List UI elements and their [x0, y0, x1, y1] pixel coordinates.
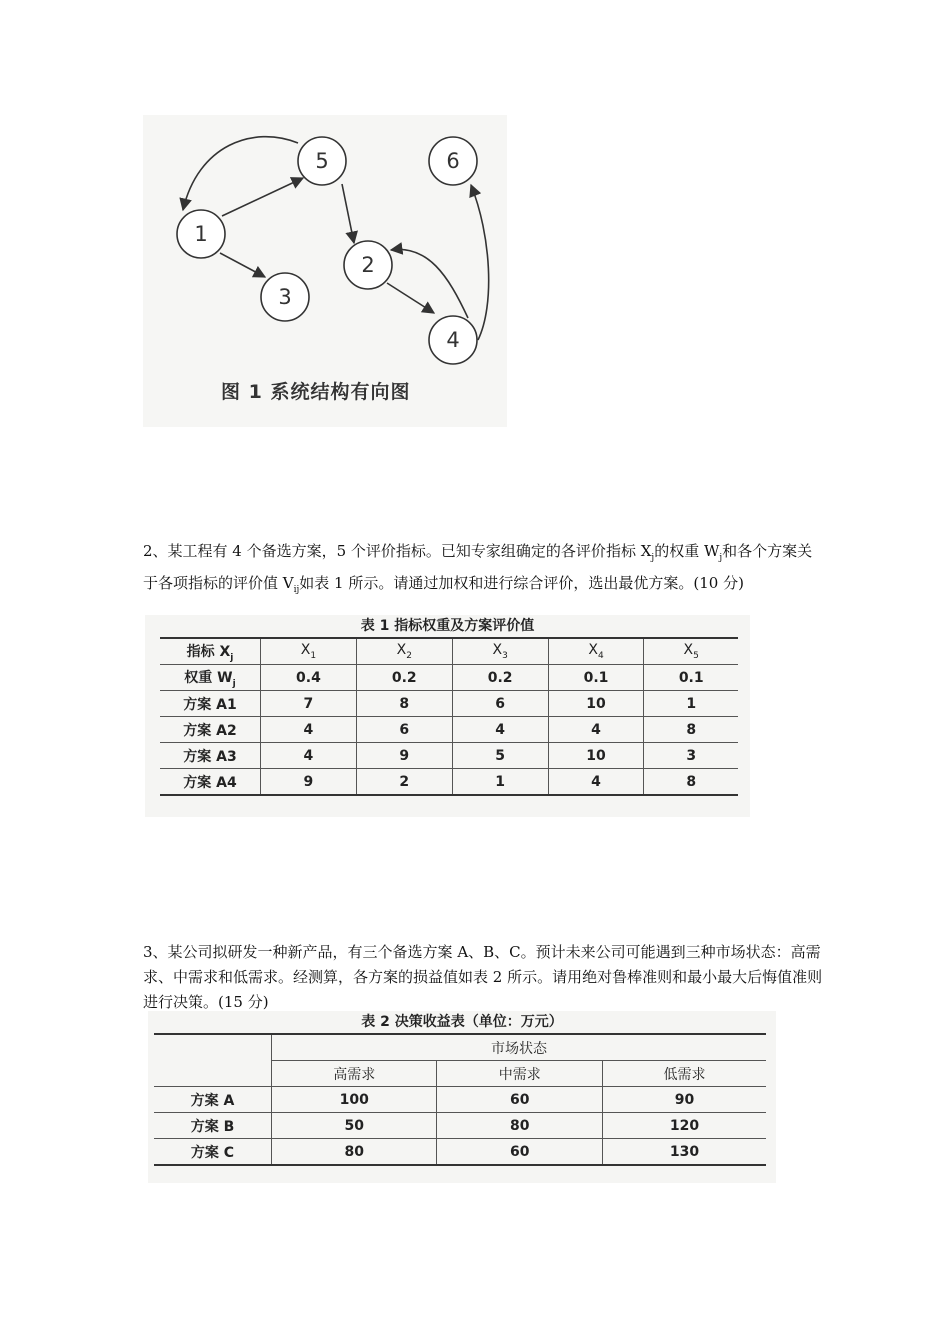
table-cell: 4	[261, 743, 357, 769]
table-cell: 0.2	[356, 665, 452, 691]
node-label: 4	[446, 328, 460, 352]
header-col: 低需求	[602, 1061, 766, 1087]
graph-node-5	[298, 137, 346, 185]
stub-header	[154, 1061, 272, 1087]
table-row	[160, 691, 738, 717]
q2-subscript: j	[719, 553, 723, 563]
header-col: 中需求	[437, 1061, 602, 1087]
q2-part: 如表 1 所示。请通过加权和进行综合评价，选出最优方案。(10 分)	[299, 574, 744, 592]
question-3-text: 3、某公司拟研发一种新产品，有三个备选方案 A、B、C。预计未来公司可能遇到三种市场状态：高需求、中需求和低需求。经测算，各方案的损益值如表 2 所示。请用绝对鲁棒准则和最小最大后悔值准则进行决策。(15 分)	[143, 943, 823, 1011]
graph-node-4	[429, 316, 477, 364]
table-cell: 5	[452, 743, 548, 769]
row-label: 方案 A3	[160, 743, 261, 769]
table-cell: 8	[644, 769, 738, 796]
row-label	[160, 665, 261, 691]
table-1-panel	[145, 615, 750, 817]
table-cell: 7	[261, 691, 357, 717]
table-cell: 1	[452, 769, 548, 796]
row-label: 方案 B	[154, 1113, 272, 1139]
q2-part: 的权重 W	[654, 542, 720, 560]
col-sub: 3	[502, 650, 508, 661]
table-row	[160, 769, 738, 796]
col-base: X	[683, 642, 694, 659]
edge-1-to-3	[220, 253, 265, 277]
table-cell: 50	[272, 1113, 437, 1139]
node-label: 6	[446, 149, 460, 173]
col-base: X	[492, 642, 503, 659]
col-base: X	[300, 642, 311, 659]
table-cell: 9	[261, 769, 357, 796]
edge-1-to-5	[222, 178, 303, 216]
header-label	[160, 638, 261, 665]
table-cell: 6	[452, 691, 548, 717]
graph-node-1	[177, 210, 225, 258]
col-sub: 5	[693, 650, 699, 661]
table-2-title: 表 2 决策收益表（单位：万元）	[361, 1014, 563, 1030]
header-col	[261, 638, 357, 665]
col-sub: 4	[597, 650, 604, 661]
table-cell: 9	[356, 743, 452, 769]
table-group-header-row	[154, 1034, 766, 1061]
q2-subscript: ij	[293, 585, 300, 595]
header-col	[452, 638, 548, 665]
edge-4-to-2	[391, 249, 468, 318]
q2-subscript: j	[651, 553, 655, 563]
col-sub: 1	[310, 650, 317, 661]
group-header: 市场状态	[272, 1034, 767, 1061]
col-sub: 2	[406, 650, 412, 661]
col-base: X	[396, 642, 407, 659]
header-label-text: 指标 X	[186, 643, 231, 660]
table-cell: 4	[548, 769, 644, 796]
table-cell: 90	[602, 1087, 766, 1113]
table-cell: 8	[356, 691, 452, 717]
table-cell: 8	[644, 717, 738, 743]
header-col	[644, 638, 738, 665]
edge-2-to-4	[387, 283, 434, 313]
header-col	[548, 638, 644, 665]
row-label: 方案 A4	[160, 769, 261, 796]
question-2-text	[143, 539, 823, 603]
row-label: 方案 A	[154, 1087, 272, 1113]
table-header-row	[160, 638, 738, 665]
row-label: 方案 A2	[160, 717, 261, 743]
table-row	[160, 717, 738, 743]
table-cell: 0.1	[644, 665, 738, 691]
table-cell: 80	[272, 1139, 437, 1166]
table-cell: 10	[548, 743, 644, 769]
table-row	[160, 743, 738, 769]
table-cell: 4	[452, 717, 548, 743]
table-2-panel	[148, 1011, 776, 1183]
table-cell: 100	[272, 1087, 437, 1113]
table-cell: 60	[437, 1139, 602, 1166]
header-label-sub: j	[230, 652, 234, 663]
table-cell: 120	[602, 1113, 766, 1139]
row-label: 方案 A1	[160, 691, 261, 717]
row-label: 方案 C	[154, 1139, 272, 1166]
graph-node-3	[261, 273, 309, 321]
graph-node-6	[429, 137, 477, 185]
table-1-title: 表 1 指标权重及方案评价值	[360, 618, 535, 634]
node-label: 3	[278, 285, 292, 309]
row-label-sub: j	[232, 678, 236, 689]
q2-part: 2、某工程有 4 个备选方案，5 个评价指标。已知专家组确定的各评价指标 X	[143, 542, 652, 560]
q2-part: 和各个方案关于各项指标的评价值 V	[143, 542, 813, 592]
node-label: 5	[315, 149, 329, 173]
stub-header	[154, 1034, 272, 1061]
table-cell: 10	[548, 691, 644, 717]
table-cell: 3	[644, 743, 738, 769]
weight-row	[160, 665, 738, 691]
table-cell: 4	[261, 717, 357, 743]
table-row	[154, 1087, 766, 1113]
table-cell: 4	[548, 717, 644, 743]
node-label: 2	[361, 253, 375, 277]
header-col	[356, 638, 452, 665]
col-base: X	[588, 642, 598, 659]
table-2	[154, 1033, 766, 1166]
table-row	[154, 1113, 766, 1139]
table-cell: 0.2	[452, 665, 548, 691]
table-cell: 0.1	[548, 665, 644, 691]
table-cell: 80	[437, 1113, 602, 1139]
header-col: 高需求	[272, 1061, 437, 1087]
edge-5-to-2	[342, 184, 354, 243]
edge-5-to-1	[183, 137, 298, 210]
graph-node-2	[344, 241, 392, 289]
figure-caption: 图 1 系统结构有向图	[221, 381, 411, 403]
edge-4-to-6	[471, 185, 489, 340]
figure-directed-graph	[143, 115, 507, 427]
table-1	[160, 637, 738, 796]
table-cell: 2	[356, 769, 452, 796]
table-cell: 60	[437, 1087, 602, 1113]
table-row	[154, 1139, 766, 1166]
node-label: 1	[194, 222, 208, 246]
table-cell: 0.4	[261, 665, 357, 691]
row-label-text: 权重 W	[184, 669, 233, 686]
table-cell: 130	[602, 1139, 766, 1166]
table-cell: 6	[356, 717, 452, 743]
table-header-row	[154, 1061, 766, 1087]
table-cell: 1	[644, 691, 738, 717]
